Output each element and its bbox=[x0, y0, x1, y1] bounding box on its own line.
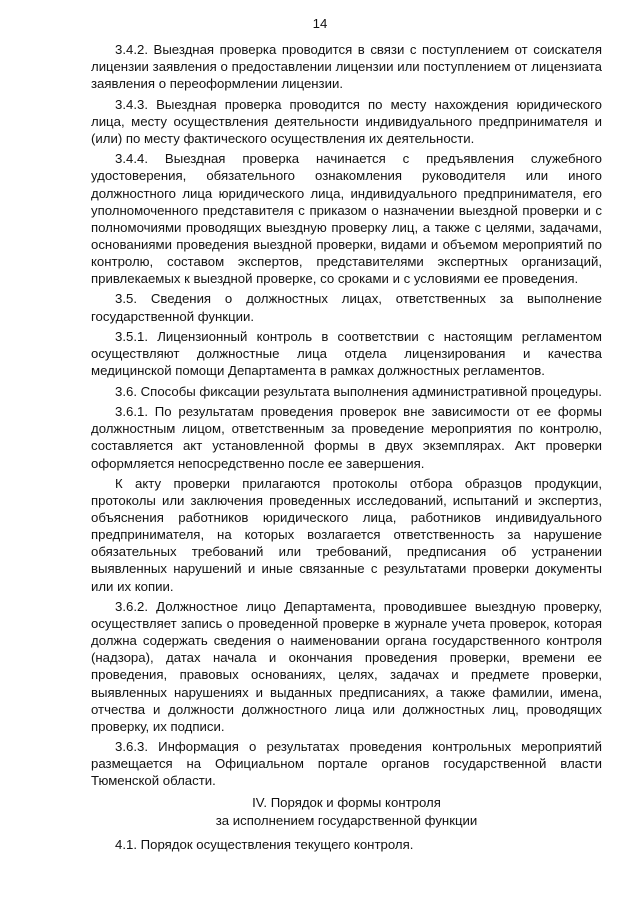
paragraph-3-6-3: 3.6.3. Информация о результатах проведения контрольных мероприятий размещается на Официальном портале органов государственной власти Тюменской области. bbox=[91, 739, 602, 789]
paragraph-3-4-2: 3.4.2. Выездная проверка проводится в связи с поступлением от соискателя лицензии заявления о предоставлении лицензии или поступлением от лицензиата заявления о переоформлении лицензии. bbox=[91, 42, 602, 92]
paragraph-3-6-2: 3.6.2. Должностное лицо Департамента, проводившее выездную проверку, осуществляет запись о проведенной проверке в журнале учета проверок, которая должна содержать сведения о наименовании органа государственного контроля (надзора), датах начала и окончания проведения проверки, времени ее проведения, правовых основаниях, целях, задачах и предмете проверки, выявленных нарушениях и выданных предписаниях, а также фамилии, имена, отчества и должности должностного лица или должностных лиц, проводящих проверку, их подписи. bbox=[91, 599, 602, 734]
paragraph-act-attachments: К акту проверки прилагаются протоколы отбора образцов продукции, протоколы или заключения проведенных исследований, испытаний и экспертиз, объяснения работников юридического лица, работников индивидуального предпринимателя, на которых возлагается ответственность за нарушение обязательных требований или требований, предписания об устранении выявленных нарушений и иные связанные с результатами проверки документы или их копии. bbox=[91, 475, 602, 594]
paragraph-3-4-3: 3.4.3. Выездная проверка проводится по месту нахождения юридического лица, месту осуществления деятельности индивидуального предпринимателя и (или) по месту фактического осуществления их деятельности. bbox=[91, 96, 602, 146]
page-number: 14 bbox=[312, 16, 328, 31]
section-heading-line-1: IV. Порядок и формы контроля bbox=[252, 795, 441, 811]
document-body bbox=[91, 41, 602, 856]
paragraph-3-5-1: 3.5.1. Лицензионный контроль в соответствии с настоящим регламентом осуществляют должностные лица отдела лицензирования и качества медицинской помощи Департамента в рамках должностных регламентов. bbox=[91, 329, 602, 379]
paragraph-3-6: 3.6. Способы фиксации результата выполнения административной процедуры. bbox=[115, 383, 602, 399]
paragraph-4-1: 4.1. Порядок осуществления текущего контроля. bbox=[115, 836, 414, 852]
paragraph-3-6-1: 3.6.1. По результатам проведения проверок вне зависимости от ее формы должностным лицом, ответственным за проведение мероприятия по контролю, составляется акт установленной формы в двух экземплярах. Акт проверки оформляется непосредственно после ее завершения. bbox=[91, 404, 602, 471]
section-heading bbox=[91, 794, 602, 828]
paragraph-3-4-4: 3.4.4. Выездная проверка начинается с предъявления служебного удостоверения, обязательного ознакомления руководителя или иного должностного лица юридического лица, индивидуального предпринимателя, его уполномоченного представителя с приказом о назначении выездной проверки и с полномочиями проводящих выездную проверку лиц, а также с целями, задачами, основаниями проведения выездной проверки, видами и объемом мероприятий по контролю, составом экспертов, представителями экспертных организаций, привлекаемых к выездной проверке, со сроками и с условиями ее проведения. bbox=[91, 151, 602, 286]
paragraph-3-5: 3.5. Сведения о должностных лицах, ответственных за выполнение государственной функции. bbox=[91, 291, 602, 324]
section-heading-line-2: за исполнением государственной функции bbox=[215, 812, 478, 828]
